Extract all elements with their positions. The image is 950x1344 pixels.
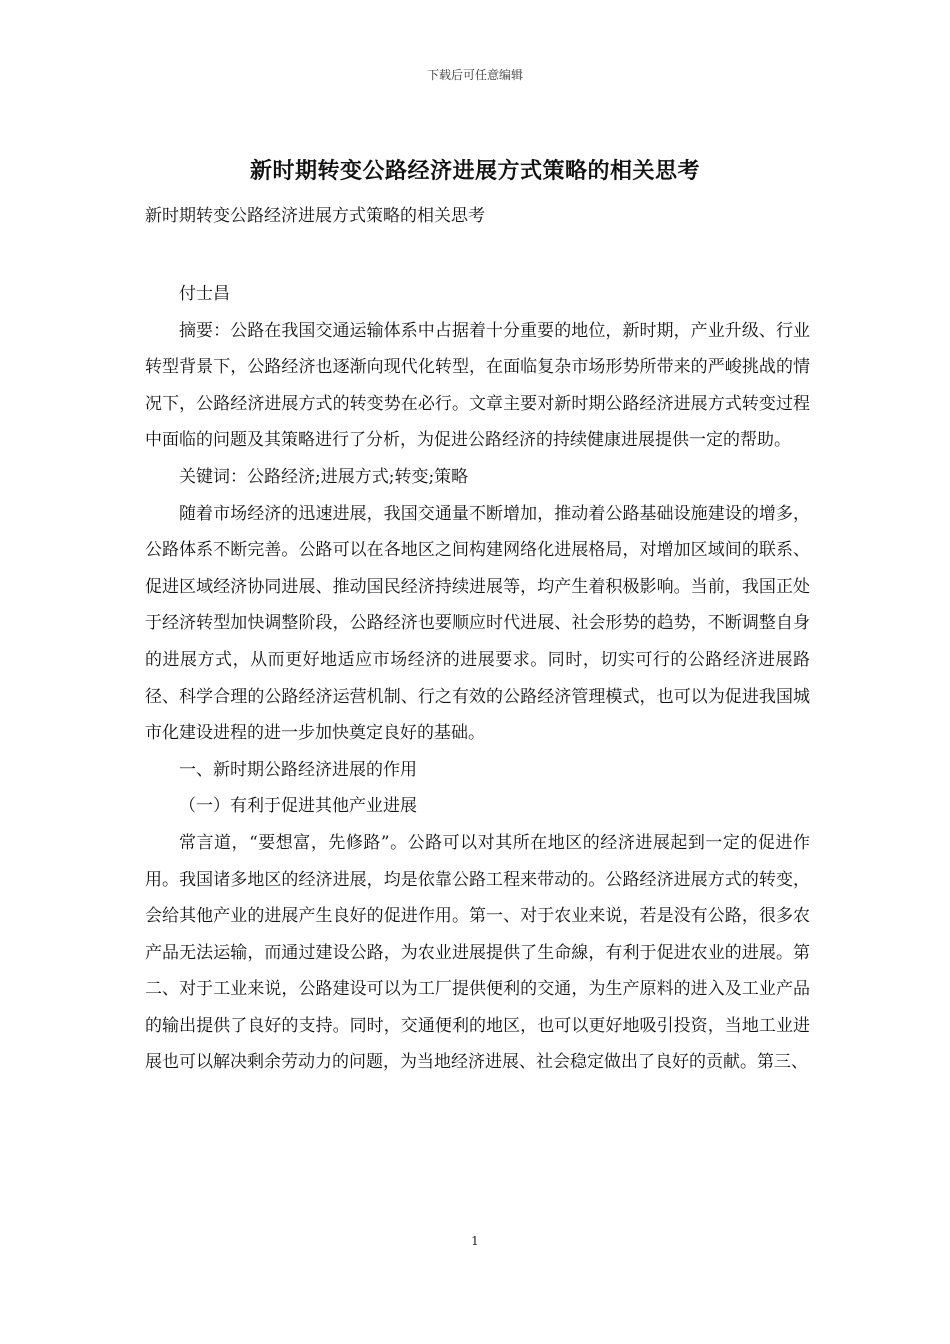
section-heading: 一、新时期公路经济进展的作用 bbox=[179, 759, 417, 780]
body-paragraph: 常言道，“要想富，先修路”。公路可以对其所在地区的经济进展起到一定的促进作用。我国诸多地区的经济进展，均是依靠公路工程来带动的。公路经济进展方式的转变，会给其他产业的进展产生良好的促进作用。第一、对于农业来说，若是没有公路，很多农产品无法运输，而通过建设公路，为农业进展提供了生命線，有利于促进农业的进展。第二、对于工业来说，公路建设可以为工厂提供便利的交通，为生产原料的进入及工业产品的输出提供了良好的支持。同时，交通便利的地区，也可以更好地吸引投资，当地工业进展也可以解决剩余劳动力的问题，为当地经济进展、社会稳定做出了良好的贡献。第三、 bbox=[145, 832, 810, 1073]
subsection-heading: （一）有利于促进其他产业进展 bbox=[179, 796, 417, 817]
document-title: 新时期转变公路经济进展方式策略的相关思考 bbox=[249, 158, 700, 184]
abstract-paragraph: 摘要：公路在我国交通运输体系中占据着十分重要的地位，新时期，产业升级、行业转型背景下，公路经济也逐渐向现代化转型，在面临复杂市场形势所带来的严峻挑战的情况下，公路经济进展方式的转变势在必行。文章主要对新时期公路经济进展方式转变过程中面临的问题及其策略进行了分析，为促进公路经济的持续健康进展提供一定的帮助。 bbox=[145, 320, 810, 451]
author-line: 付士昌 bbox=[179, 284, 230, 304]
page-number: 1 bbox=[471, 1234, 479, 1248]
document-subtitle: 新时期转变公路经济进展方式策略的相关思考 bbox=[145, 206, 485, 226]
intro-paragraph: 随着市场经济的迅速进展，我国交通量不断增加，推动着公路基础设施建设的增多，公路体系不断完善。公路可以在各地区之间构建网络化进展格局，对增加区域间的联系、促进区域经济协同进展、推动国民经济持续进展等，均产生着积极影响。当前，我国正处于经济转型加快调整阶段，公路经济也要顺应时代进展、社会形势的趋势，不断调整自身的进展方式，从而更好地适应市场经济的进展要求。同时，切实可行的公路经济进展路径、科学合理的公路经济运营机制、行之有效的公路经济管理模式，也可以为促进我国城市化建设进程的进一步加快奠定良好的基础。 bbox=[145, 503, 810, 744]
header-note: 下载后可任意编辑 bbox=[426, 68, 523, 82]
document-body bbox=[145, 276, 810, 1081]
keywords-paragraph: 关键词：公路经济;进展方式;转变;策略 bbox=[179, 466, 469, 487]
